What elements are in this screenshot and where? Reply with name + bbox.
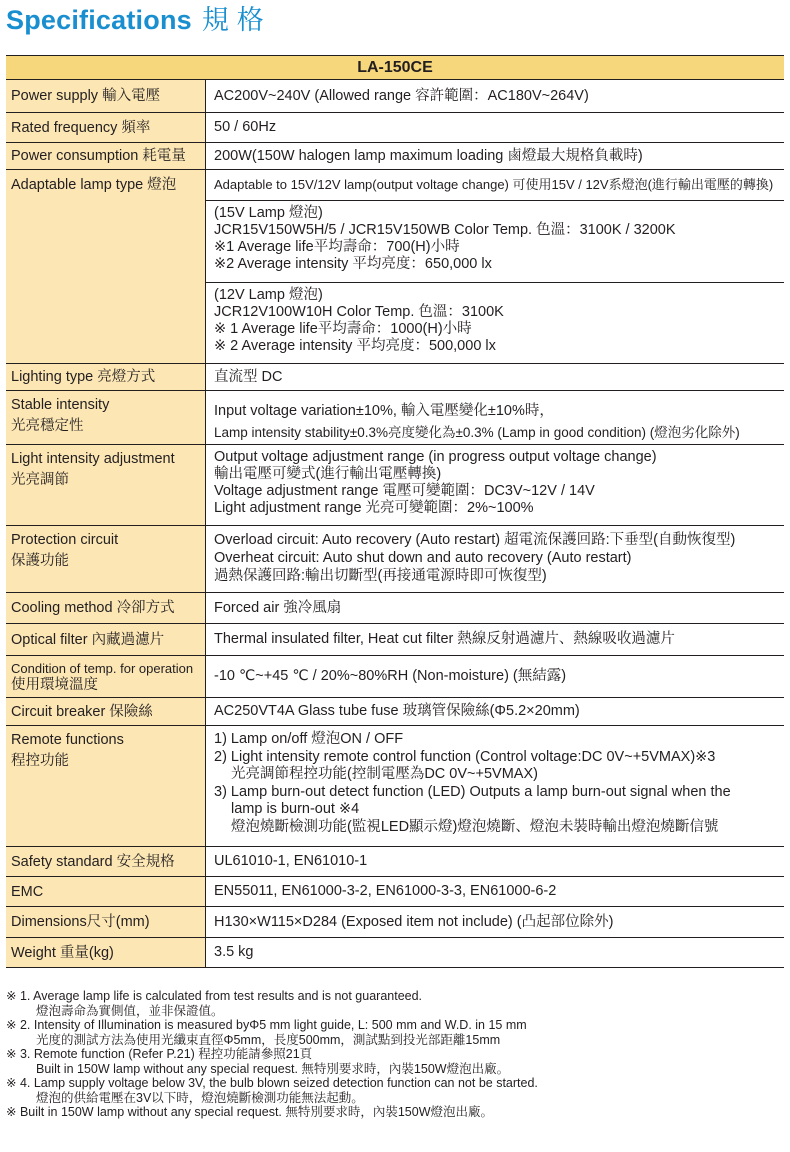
value-line: Lamp intensity stability±0.3%亮度變化為±0.3% (Lamp in good condition) (燈泡劣化除外) (214, 425, 740, 440)
row-dimensions (6, 907, 784, 938)
label-line: 光亮穩定性 (11, 418, 84, 434)
value-line: Light adjustment range 光亮可變範圍：2%~100% (214, 500, 534, 516)
lamp-intro-text: Adaptable to 15V/12V lamp(output voltage change) 可使用15V / 12V系燈泡(進行輸出電壓的轉換) (214, 177, 774, 192)
label-emc: EMC (6, 877, 206, 906)
lamp12-line: ※ 1 Average life平均壽命：1000(H)小時 (214, 321, 472, 337)
row-light-adjustment (6, 445, 784, 526)
row-optical-filter (6, 624, 784, 656)
value-line: Output voltage adjustment range (in progress output voltage change) (214, 449, 657, 465)
lamp15-line: (15V Lamp 燈泡) (214, 205, 323, 221)
label-remote (6, 726, 206, 846)
lamp12-line: (12V Lamp 燈泡) (214, 287, 323, 303)
value-breaker: AC250VT4A Glass tube fuse 玻璃管保險絲(Φ5.2×20mm) (214, 703, 580, 719)
value-light-adjustment (206, 445, 784, 525)
value-emc: EN55011, EN61000-3-2, EN61000-3-3, EN61000-6-2 (214, 883, 557, 899)
row-weight (6, 938, 784, 967)
footnotes (6, 989, 784, 1120)
label-line: 光亮調節 (11, 472, 69, 488)
value-dimensions: H130×W115×D284 (Exposed item not include) (凸起部位除外) (214, 913, 614, 930)
label-power-consumption: Power consumption 耗電量 (6, 143, 206, 169)
label-line: 使用環境溫度 (11, 677, 98, 693)
label-lighting-type: Lighting type 亮燈方式 (6, 364, 206, 390)
label-dimensions: Dimensions尺寸(mm) (6, 907, 206, 937)
label-optical-filter: Optical filter 內藏過濾片 (6, 624, 206, 655)
value-line: 1) Lamp on/off 燈泡ON / OFF (214, 731, 404, 747)
value-line: Overload circuit: Auto recovery (Auto restart) 超電流保護回路:下垂型(自動恢復型) (214, 532, 736, 548)
row-breaker (6, 698, 784, 726)
lamp15-line: ※1 Average life平均壽命：700(H)小時 (214, 239, 460, 255)
footnote-line: ※ 2. Intensity of Illumination is measured byΦ5 mm light guide, L: 500 mm and W.D. in 15 mm (6, 1018, 527, 1032)
model-header: LA-150CE (6, 56, 784, 80)
label-safety: Safety standard 安全規格 (6, 847, 206, 876)
label-line: 程控功能 (11, 753, 69, 769)
lamp12-line: ※ 2 Average intensity 平均亮度：500,000 lx (214, 338, 496, 354)
value-power-supply: AC200V~240V (Allowed range 容許範圍：AC180V~264V) (214, 87, 589, 104)
value-line: Overheat circuit: Auto shut down and auto recovery (Auto restart) (214, 550, 632, 566)
label-line: Condition of temp. for operation (11, 661, 194, 676)
footnote-line: 燈泡的供給電壓在3V以下時，燈泡燒斷檢測功能無法起動。 (36, 1090, 364, 1105)
label-weight: Weight 重量(kg) (6, 938, 206, 967)
value-line: 過熱保護回路:輸出切斷型(再接通電源時即可恢復型) (214, 568, 547, 584)
row-protection (6, 526, 784, 593)
lamp-12v-block (206, 283, 784, 363)
title-chinese: 規 格 (201, 5, 264, 35)
label-adaptable-lamp: Adaptable lamp type 燈泡 (6, 170, 206, 363)
label-breaker: Circuit breaker 保險絲 (6, 698, 206, 725)
row-lighting-type (6, 364, 784, 391)
footnote-line: ※ 1. Average lamp life is calculated from test results and is not guaranteed. (6, 989, 423, 1003)
label-line: 保護功能 (11, 553, 69, 569)
footnote-line: ※ 4. Lamp supply voltage below 3V, the bulb blown seized detection function can not be started. (6, 1076, 538, 1090)
label-power-supply: Power supply 輸入電壓 (6, 80, 206, 112)
lamp-15v-block (206, 201, 784, 283)
row-power-supply (6, 80, 784, 113)
lamp12-line: JCR12V100W10H Color Temp. 色溫：3100K (214, 304, 504, 320)
row-cooling (6, 593, 784, 624)
value-line: 光亮調節程控功能(控制電壓為DC 0V~+5VMAX) (231, 766, 538, 782)
row-stable-intensity (6, 391, 784, 445)
label-line: Protection circuit (11, 532, 119, 548)
value-weight: 3.5 kg (214, 944, 254, 960)
label-cooling: Cooling method 冷卻方式 (6, 593, 206, 623)
value-optical-filter: Thermal insulated filter, Heat cut filter 熱線反射過濾片、熱線吸收過濾片 (214, 631, 675, 647)
value-line: Voltage adjustment range 電壓可變範圍：DC3V~12V / 14V (214, 483, 595, 499)
row-adaptable-lamp (6, 170, 784, 364)
value-line: 輸出電壓可變式(進行輸出電壓轉換) (214, 466, 442, 482)
label-rated-frequency: Rated frequency 頻率 (6, 113, 206, 142)
value-line: 3) Lamp burn-out detect function (LED) Outputs a lamp burn-out signal when the (214, 783, 731, 800)
row-condition (6, 656, 784, 698)
footnote-line: 光度的測試方法為使用光纖束直徑Φ5mm，長度500mm，測試點到投光部距離15mm (36, 1032, 501, 1047)
footnote-line: ※ Built in 150W lamp without any special request. 無特別要求時，內裝150W燈泡出廠。 (6, 1105, 494, 1119)
row-remote (6, 726, 784, 847)
label-condition (6, 656, 206, 697)
label-stable-intensity (6, 391, 206, 444)
label-light-adjustment (6, 445, 206, 525)
value-line: 2) Light intensity remote control function (Control voltage:DC 0V~+5VMAX)※3 (214, 748, 716, 765)
row-rated-frequency (6, 113, 784, 143)
footnote-line: ※ 3. Remote function (Refer P.21) 程控功能請參照21頁 (6, 1047, 313, 1061)
value-stable-intensity (206, 391, 784, 444)
value-lighting-type: 直流型 DC (214, 368, 283, 385)
page-title (6, 0, 264, 40)
value-line: 燈泡燒斷檢測功能(監視LED顯示燈)燈泡燒斷、燈泡未裝時輸出燈泡燒斷信號 (231, 818, 719, 835)
footnote-line: 燈泡壽命為實側值，並非保證值。 (36, 1003, 224, 1018)
value-line: lamp is burn-out ※4 (231, 801, 360, 817)
spec-table (6, 55, 784, 968)
label-protection (6, 526, 206, 592)
label-line: Light intensity adjustment (11, 451, 175, 467)
value-safety: UL61010-1, EN61010-1 (214, 853, 368, 869)
value-cooling: Forced air 強冷風扇 (214, 599, 342, 616)
lamp-intro (206, 170, 784, 201)
row-emc (6, 877, 784, 907)
footnote-line: Built in 150W lamp without any special request. 無特別要求時，內裝150W燈泡出廠。 (36, 1061, 510, 1076)
lamp15-line: ※2 Average intensity 平均亮度：650,000 lx (214, 256, 492, 272)
value-remote (206, 726, 784, 846)
value-protection (206, 526, 784, 592)
row-safety (6, 847, 784, 877)
value-rated-frequency: 50 / 60Hz (214, 119, 277, 135)
label-line: Remote functions (11, 732, 124, 748)
value-adaptable-lamp (206, 170, 784, 363)
row-power-consumption (6, 143, 784, 170)
value-power-consumption: 200W(150W halogen lamp maximum loading 鹵燈最大規格負載時) (214, 147, 643, 164)
title-english: Specifications (6, 5, 192, 35)
lamp15-line: JCR15V150W5H/5 / JCR15V150WB Color Temp. 色溫：3100K / 3200K (214, 222, 676, 238)
value-line: Input voltage variation±10%, 輸入電壓變化±10%時， (214, 403, 554, 419)
label-line: Stable intensity (11, 397, 110, 413)
value-condition: -10 ℃~+45 ℃ / 20%~80%RH (Non-moisture) (無結露) (214, 668, 567, 684)
